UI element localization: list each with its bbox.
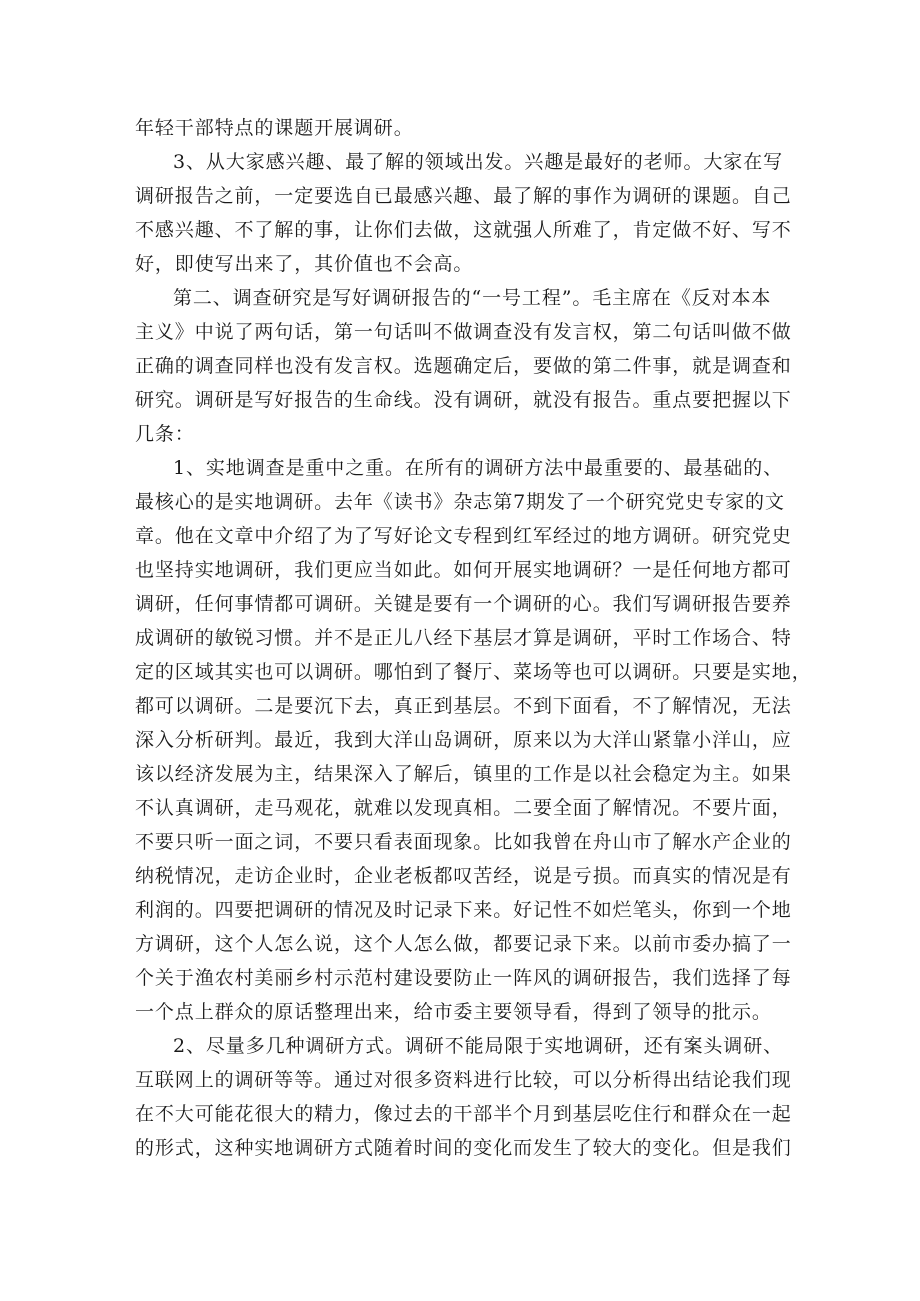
- text-line: 在不大可能花很大的精力，像过去的干部半个月到基层吃住行和群众在一起: [135, 1103, 792, 1125]
- text-line: 1、实地调查是重中之重。在所有的调研方法中最重要的、最基础的、: [173, 457, 783, 479]
- text-line: 调研报告之前，一定要选自已最感兴趣、最了解的事作为调研的课题。自己: [135, 185, 792, 207]
- text-line: 互联网上的调研等等。通过对很多资料进行比较，可以分析得出结论我们现: [135, 1069, 792, 1091]
- text-line: 个关于渔农村美丽乡村示范村建设要防止一阵风的调研报告，我们选择了每: [135, 967, 792, 989]
- text-line: 正确的调查同样也没有发言权。选题确定后，要做的第二件事，就是调查和: [135, 355, 792, 377]
- text-line: 不要只听一面之词，不要只看表面现象。比如我曾在舟山市了解水产企业的: [135, 831, 792, 853]
- text-line: 主义》中说了两句话，第一句话叫不做调查没有发言权，第二句话叫做不做: [135, 321, 792, 343]
- text-line: 定的区域其实也可以调研。哪怕到了餐厅、菜场等也可以调研。只要是实地，: [135, 661, 812, 683]
- text-line: 利润的。四要把调研的情况及时记录下来。好记性不如烂笔头，你到一个地: [135, 899, 792, 921]
- document-page: [135, 111, 812, 1165]
- text-line: 也坚持实地调研，我们更应当如此。如何开展实地调研？一是任何地方都可: [135, 559, 792, 581]
- text-line: 不认真调研，走马观花，就难以发现真相。二要全面了解情况。不要片面，: [135, 797, 792, 819]
- text-line: 的形式，这种实地调研方式随着时间的变化而发生了较大的变化。但是我们: [135, 1137, 792, 1159]
- text-line: 调研，任何事情都可调研。关键是要有一个调研的心。我们写调研报告要养: [135, 593, 792, 615]
- text-line: 纳税情况，走访企业时，企业老板都叹苦经，说是亏损。而真实的情况是有: [135, 865, 792, 887]
- text-line: 该以经济发展为主，结果深入了解后，镇里的工作是以社会稳定为主。如果: [135, 763, 792, 785]
- text-line: 深入分析研判。最近，我到大洋山岛调研，原来以为大洋山紧靠小洋山，应: [135, 729, 792, 751]
- text-line: 第二、调查研究是写好调研报告的“一号工程”。毛主席在《反对本本: [173, 287, 772, 309]
- text-line: 最核心的是实地调研。去年《读书》杂志第7期发了一个研究党史专家的文: [135, 491, 785, 513]
- text-line: 一个点上群众的原话整理出来，给市委主要领导看，得到了领导的批示。: [135, 1001, 772, 1023]
- text-line: 不感兴趣、不了解的事，让你们去做，这就强人所难了，肯定做不好、写不: [135, 219, 792, 241]
- text-line: 成调研的敏锐习惯。并不是正儿八经下基层才算是调研，平时工作场合、特: [135, 627, 792, 649]
- text-line: 几条：: [135, 423, 195, 445]
- text-line: 方调研，这个人怎么说，这个人怎么做，都要记录下来。以前市委办搞了一: [135, 933, 792, 955]
- text-line: 研究。调研是写好报告的生命线。没有调研，就没有报告。重点要把握以下: [135, 389, 792, 411]
- text-line: 都可以调研。二是要沉下去，真正到基层。不到下面看，不了解情况，无法: [135, 695, 792, 717]
- text-line: 章。他在文章中介绍了为了写好论文专程到红军经过的地方调研。研究党史: [135, 525, 792, 547]
- text-line: 3、从大家感兴趣、最了解的领域出发。兴趣是最好的老师。大家在写: [173, 151, 783, 173]
- text-line: 年轻干部特点的课题开展调研。: [135, 117, 414, 139]
- text-line: 2、尽量多几种调研方式。调研不能局限于实地调研，还有案头调研、: [173, 1035, 783, 1057]
- text-line: 好，即使写出来了，其价值也不会高。: [135, 253, 474, 275]
